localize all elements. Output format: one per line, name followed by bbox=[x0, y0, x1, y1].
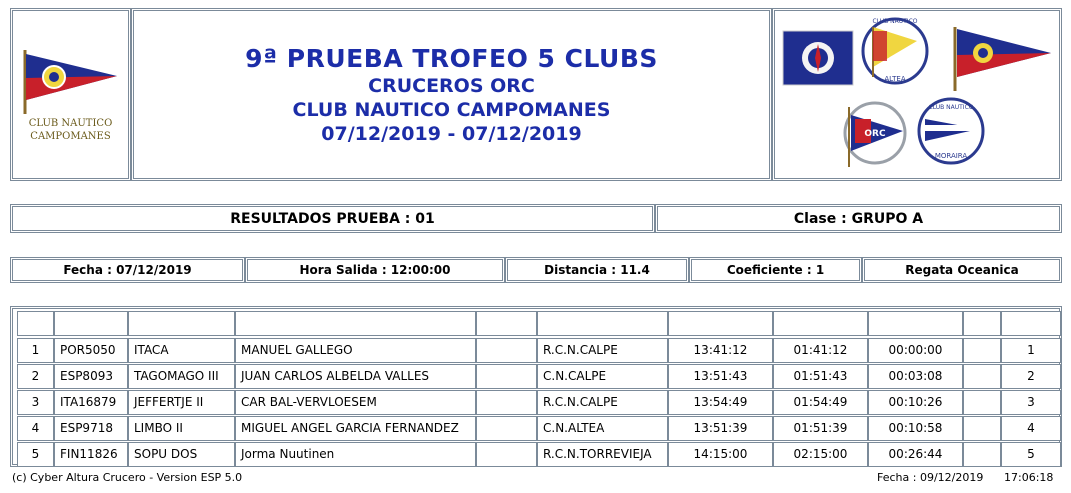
club-nautico-altea-seal-icon bbox=[863, 18, 927, 83]
table-header-cell bbox=[128, 311, 235, 336]
cell-arrival: 14:15:00 bbox=[668, 442, 773, 467]
cell-place: 1 bbox=[1001, 338, 1061, 363]
cell-boat: ITACA bbox=[128, 338, 235, 363]
cell-place: 2 bbox=[1001, 364, 1061, 389]
orc-club-seal-icon bbox=[845, 103, 905, 167]
blue-compass-flag-icon bbox=[783, 31, 853, 85]
cell-boat: JEFFERTJE II bbox=[128, 390, 235, 415]
cell-diff: 00:03:08 bbox=[868, 364, 963, 389]
cell-extra bbox=[476, 442, 537, 467]
info-coeficiente: Coeficiente : 1 bbox=[689, 257, 862, 283]
cell-sail: ITA16879 bbox=[54, 390, 128, 415]
cell-arrival: 13:51:43 bbox=[668, 364, 773, 389]
cell-skipper: Jorma Nuutinen bbox=[235, 442, 476, 467]
cell-club: R.C.N.TORREVIEJA bbox=[537, 442, 668, 467]
cell-club: R.C.N.CALPE bbox=[537, 390, 668, 415]
event-dates: 07/12/2019 - 07/12/2019 bbox=[321, 122, 582, 145]
cell-skipper: CAR BAL-VERVLOESEM bbox=[235, 390, 476, 415]
table-header-cell bbox=[668, 311, 773, 336]
club-logo-panel bbox=[10, 8, 131, 181]
svg-text:MORAIRA: MORAIRA bbox=[934, 152, 968, 160]
cell-arrival: 13:54:49 bbox=[668, 390, 773, 415]
cell-arrival: 13:51:39 bbox=[668, 416, 773, 441]
cell-extra bbox=[476, 364, 537, 389]
info-hora-salida: Hora Salida : 12:00:00 bbox=[245, 257, 505, 283]
footer-print-time: 17:06:18 bbox=[1004, 471, 1054, 484]
cell-blank bbox=[963, 338, 1001, 363]
table-header-cell bbox=[17, 311, 54, 336]
table-header-cell bbox=[476, 311, 537, 336]
table-header-cell bbox=[54, 311, 128, 336]
cell-blank bbox=[963, 416, 1001, 441]
cell-place: 4 bbox=[1001, 416, 1061, 441]
pennant-flag-icon bbox=[955, 27, 1051, 91]
cell-pos: 1 bbox=[17, 338, 54, 363]
cell-extra bbox=[476, 390, 537, 415]
cell-blank bbox=[963, 442, 1001, 467]
cell-elapsed: 01:41:12 bbox=[773, 338, 868, 363]
cell-skipper: MANUEL GALLEGO bbox=[235, 338, 476, 363]
cell-elapsed: 02:15:00 bbox=[773, 442, 868, 467]
svg-text:CLUB NAUTICO: CLUB NAUTICO bbox=[872, 18, 918, 25]
cell-elapsed: 01:51:39 bbox=[773, 416, 868, 441]
cell-elapsed: 01:54:49 bbox=[773, 390, 868, 415]
cell-club: C.N.ALTEA bbox=[537, 416, 668, 441]
cell-skipper: JUAN CARLOS ALBELDA VALLES bbox=[235, 364, 476, 389]
cell-sail: FIN11826 bbox=[54, 442, 128, 467]
table-header-cell bbox=[537, 311, 668, 336]
cell-boat: LIMBO II bbox=[128, 416, 235, 441]
svg-text:ALTEA: ALTEA bbox=[884, 75, 906, 83]
partner-logos-panel bbox=[772, 8, 1062, 181]
table-header-cell bbox=[868, 311, 963, 336]
results-table bbox=[10, 306, 1062, 467]
cell-place: 3 bbox=[1001, 390, 1061, 415]
pennant-flag-icon bbox=[21, 48, 121, 116]
cell-extra bbox=[476, 338, 537, 363]
cell-boat: TAGOMAGO III bbox=[128, 364, 235, 389]
cell-diff: 00:10:26 bbox=[868, 390, 963, 415]
cell-pos: 3 bbox=[17, 390, 54, 415]
club-nautico-campomanes-logo bbox=[21, 48, 121, 142]
footer-software-version: (c) Cyber Altura Crucero - Version ESP 5.0 bbox=[12, 471, 243, 484]
event-title: 9ª PRUEBA TROFEO 5 CLUBS bbox=[245, 43, 658, 73]
logo-text-line1: CLUB NAUTICO bbox=[28, 117, 113, 129]
event-title-panel bbox=[131, 8, 772, 181]
cell-boat: SOPU DOS bbox=[128, 442, 235, 467]
table-header-cell bbox=[963, 311, 1001, 336]
svg-text:ORC: ORC bbox=[864, 129, 886, 139]
cell-diff: 00:00:00 bbox=[868, 338, 963, 363]
cell-pos: 2 bbox=[17, 364, 54, 389]
info-regata: Regata Oceanica bbox=[862, 257, 1062, 283]
cell-arrival: 13:41:12 bbox=[668, 338, 773, 363]
cell-sail: ESP9718 bbox=[54, 416, 128, 441]
info-distancia: Distancia : 11.4 bbox=[505, 257, 689, 283]
cell-pos: 4 bbox=[17, 416, 54, 441]
cell-place: 5 bbox=[1001, 442, 1061, 467]
svg-text:CLUB NAUTICO: CLUB NAUTICO bbox=[928, 104, 974, 111]
event-class: CRUCEROS ORC bbox=[368, 74, 535, 97]
footer-print-date: Fecha : 09/12/2019 bbox=[877, 471, 984, 484]
results-prueba-label: RESULTADOS PRUEBA : 01 bbox=[10, 204, 655, 233]
table-header-cell bbox=[1001, 311, 1061, 336]
cell-skipper: MIGUEL ANGEL GARCIA FERNANDEZ bbox=[235, 416, 476, 441]
cell-blank bbox=[963, 390, 1001, 415]
partner-logos bbox=[775, 11, 1059, 178]
table-header-cell bbox=[773, 311, 868, 336]
cell-elapsed: 01:51:43 bbox=[773, 364, 868, 389]
results-clase-label: Clase : GRUPO A bbox=[655, 204, 1062, 233]
club-nautico-moraira-seal-icon bbox=[919, 99, 983, 163]
table-header-cell bbox=[235, 311, 476, 336]
logo-text-line2: CAMPOMANES bbox=[30, 130, 111, 142]
cell-club: C.N.CALPE bbox=[537, 364, 668, 389]
cell-sail: ESP8093 bbox=[54, 364, 128, 389]
cell-sail: POR5050 bbox=[54, 338, 128, 363]
cell-club: R.C.N.CALPE bbox=[537, 338, 668, 363]
cell-extra bbox=[476, 416, 537, 441]
cell-blank bbox=[963, 364, 1001, 389]
cell-diff: 00:10:58 bbox=[868, 416, 963, 441]
info-fecha: Fecha : 07/12/2019 bbox=[10, 257, 245, 283]
event-club: CLUB NAUTICO CAMPOMANES bbox=[292, 98, 611, 121]
cell-diff: 00:26:44 bbox=[868, 442, 963, 467]
cell-pos: 5 bbox=[17, 442, 54, 467]
